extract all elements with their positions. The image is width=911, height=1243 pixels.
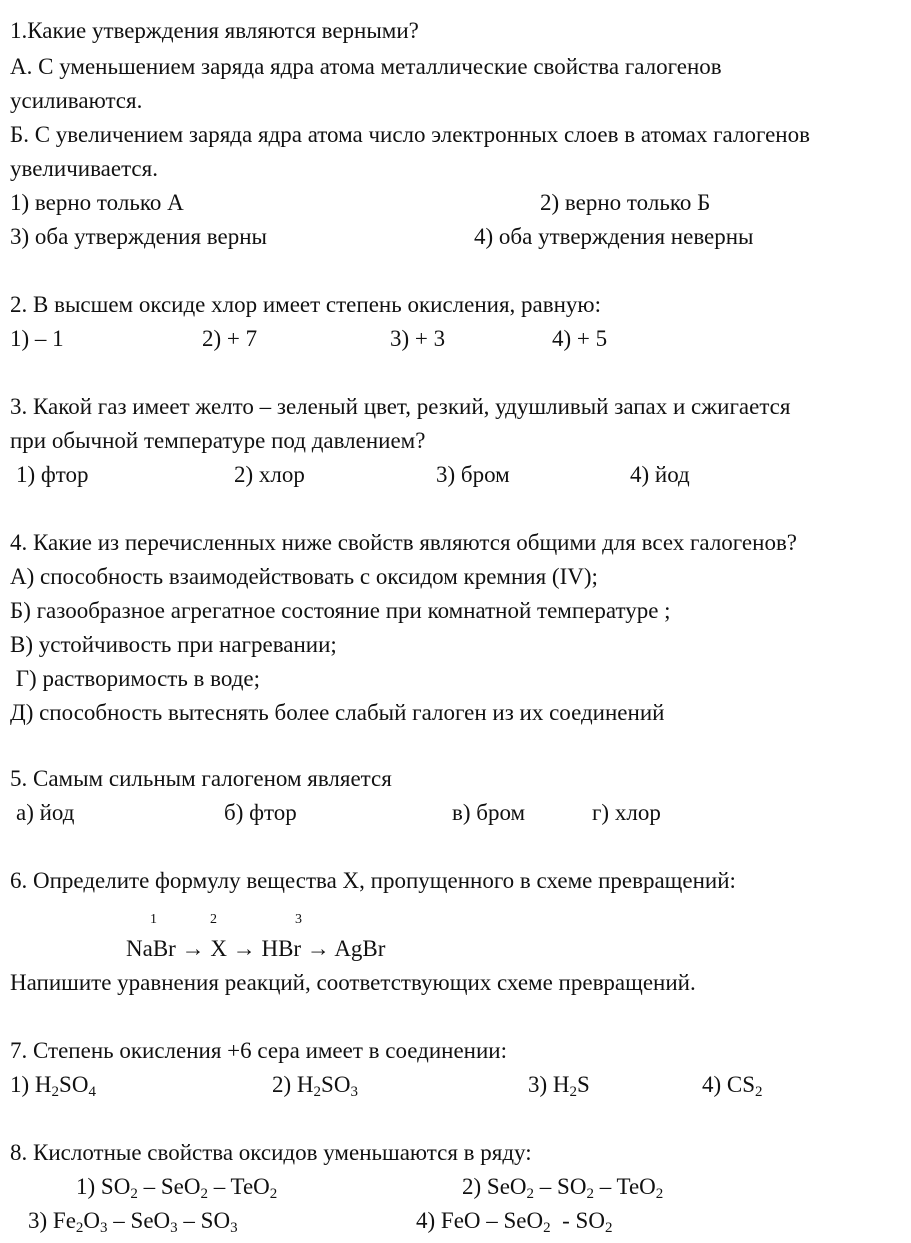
q1-option-4: 4) оба утверждения неверны [474,224,754,249]
q6-scheme-substance-x: X [210,936,227,961]
q1-option-1: 1) верно только А [10,190,184,215]
q6-scheme-arrow-2: → [232,936,256,961]
q7-option-3: 3) $H_2S$ [528,1072,590,1100]
q5-option-b: б) фтор [224,800,297,825]
q1-statement-b: Б. С увеличением заряда ядра атома число электронных слоев в атомах галогенов [10,122,810,147]
q6-scheme-arrow-3: → [306,936,330,961]
q3-option-2: 2) хлор [234,462,305,487]
q2-option-1: 1) – 1 [10,326,64,351]
q4-item-a: А) способность взаимодействовать с оксидом кремния (IV); [10,564,598,589]
q1-statement-b-cont: увеличивается. [10,156,158,181]
q6-scheme-substance-hbr: HBr [261,936,302,961]
q6-task: Напишите уравнения реакций, соответствующих схеме превращений. [10,970,696,995]
q3-question: 3. Какой газ имеет желто – зеленый цвет, резкий, удушливый запах и сжигается [10,394,791,419]
q6-step-number-3: 3 [295,912,302,927]
q3-option-1: 1) фтор [16,462,89,487]
q5-option-a: а) йод [16,800,75,825]
q3-option-3: 3) бром [436,462,510,487]
q6-transformation-scheme [126,936,385,962]
q5-option-g: г) хлор [592,800,661,825]
q4-item-d: Д) способность вытеснять более слабый галоген из их соединений [10,700,665,725]
q4-item-v: В) устойчивость при нагревании; [10,632,337,657]
q8-option-2: 2) $SeO_2 - SO_2 - TeO_2$ [462,1174,664,1202]
q8-option-4: 4) FeO – $SeO_2 - SO_2$ [416,1208,613,1236]
q3-option-4: 4) йод [630,462,690,487]
q6-scheme-arrow-1: → [181,936,205,961]
q1-option-3: 3) оба утверждения верны [10,224,267,249]
q1-question: 1.Какие утверждения являются верными? [10,18,419,43]
q3-question-cont: при обычной температуре под давлением? [10,428,426,453]
q6-step-number-2: 2 [210,912,217,927]
q2-option-2: 2) + 7 [202,326,258,351]
q6-scheme-substance-nabr: NaBr [126,936,176,961]
q2-option-4: 4) + 5 [552,326,608,351]
q8-option-3: 3) $Fe_2O_3 - SeO_3 - SO_3$ [28,1208,238,1236]
q1-option-2: 2) верно только Б [540,190,711,215]
q1-statement-a-cont: усиливаются. [10,88,143,113]
q8-option-1: 1) $SO_2 - SeO_2 - TeO_2$ [76,1174,278,1202]
q5-question: 5. Самым сильным галогеном является [10,766,392,791]
q4-item-g: Г) растворимость в воде; [10,666,261,691]
q1-statement-a: А. С уменьшением заряда ядра атома металлические свойства галогенов [10,54,722,79]
q6-step-number-1: 1 [150,912,157,927]
q4-item-b: Б) газообразное агрегатное состояние при комнатной температуре ; [10,598,671,623]
q2-question: 2. В высшем оксиде хлор имеет степень окисления, равную: [10,292,601,317]
q6-scheme-substance-agbr: AgBr [334,936,386,961]
q4-question: 4. Какие из перечисленных ниже свойств являются общими для всех галогенов? [10,530,798,555]
q5-option-v: в) бром [452,800,526,825]
q6-question: 6. Определите формулу вещества X, пропущенного в схеме превращений: [10,868,736,893]
q7-question: 7. Степень окисления +6 сера имеет в соединении: [10,1038,507,1063]
q7-option-4: 4) $CS_2$ [702,1072,763,1100]
q2-option-3: 3) + 3 [390,326,446,351]
q7-option-1: 1) $H_2SO_4$ [10,1072,96,1100]
q8-question: 8. Кислотные свойства оксидов уменьшаются в ряду: [10,1140,532,1165]
q7-option-2: 2) $H_2SO_3$ [272,1072,358,1100]
